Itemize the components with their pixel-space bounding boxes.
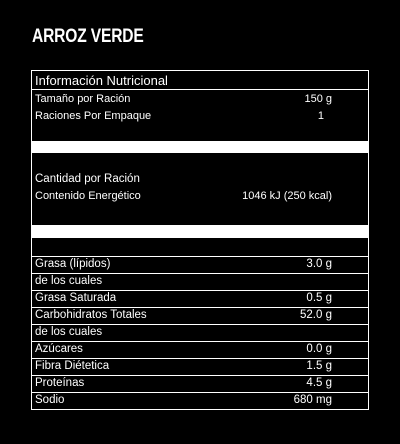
table-row xyxy=(32,341,368,358)
row-value: 3.0 g xyxy=(306,258,332,270)
row-label: Grasa (lípidos) xyxy=(35,258,111,270)
table-row xyxy=(32,324,368,341)
table-row xyxy=(32,307,368,324)
row-value: 1.5 g xyxy=(306,360,332,372)
separator-bar xyxy=(32,225,368,238)
energy-value: 1046 kJ (250 kcal) xyxy=(242,190,332,202)
row-value: 0.0 g xyxy=(306,343,332,355)
row-label: Fibra Diétetica xyxy=(35,360,110,372)
row-label: Carbohidratos Totales xyxy=(35,309,147,321)
row-value: 4.5 g xyxy=(306,377,332,389)
table-row xyxy=(32,392,368,409)
separator-bar xyxy=(32,141,368,153)
row-label: Azúcares xyxy=(35,343,83,355)
table-row xyxy=(32,358,368,375)
row-label: Proteínas xyxy=(35,377,85,389)
row-value: 0.5 g xyxy=(306,292,332,304)
servings-per-container-label: Raciones Por Empaque xyxy=(35,110,152,122)
nutrition-info-heading: Información Nutricional xyxy=(35,73,168,88)
table-row xyxy=(32,375,368,392)
row-label: de los cuales xyxy=(35,275,103,287)
energy-label: Contenido Energético xyxy=(35,190,141,202)
row-label: Grasa Saturada xyxy=(35,292,117,304)
row-label: de los cuales xyxy=(35,326,103,338)
row-value: 52.0 g xyxy=(300,309,332,321)
product-title: ARROZ VERDE xyxy=(32,26,144,47)
table-row xyxy=(32,256,368,273)
serving-size-label: Tamaño por Ración xyxy=(35,93,131,105)
nutrition-facts-panel xyxy=(31,70,369,410)
table-row xyxy=(32,273,368,290)
servings-per-container-value: 1 xyxy=(317,110,324,122)
row-value: 680 mg xyxy=(293,394,332,406)
amount-per-serving-heading: Cantidad por Ración xyxy=(35,173,140,185)
table-row xyxy=(32,290,368,307)
row-label: Sodio xyxy=(35,394,65,406)
serving-size-value: 150 g xyxy=(304,93,332,105)
divider xyxy=(32,89,368,90)
